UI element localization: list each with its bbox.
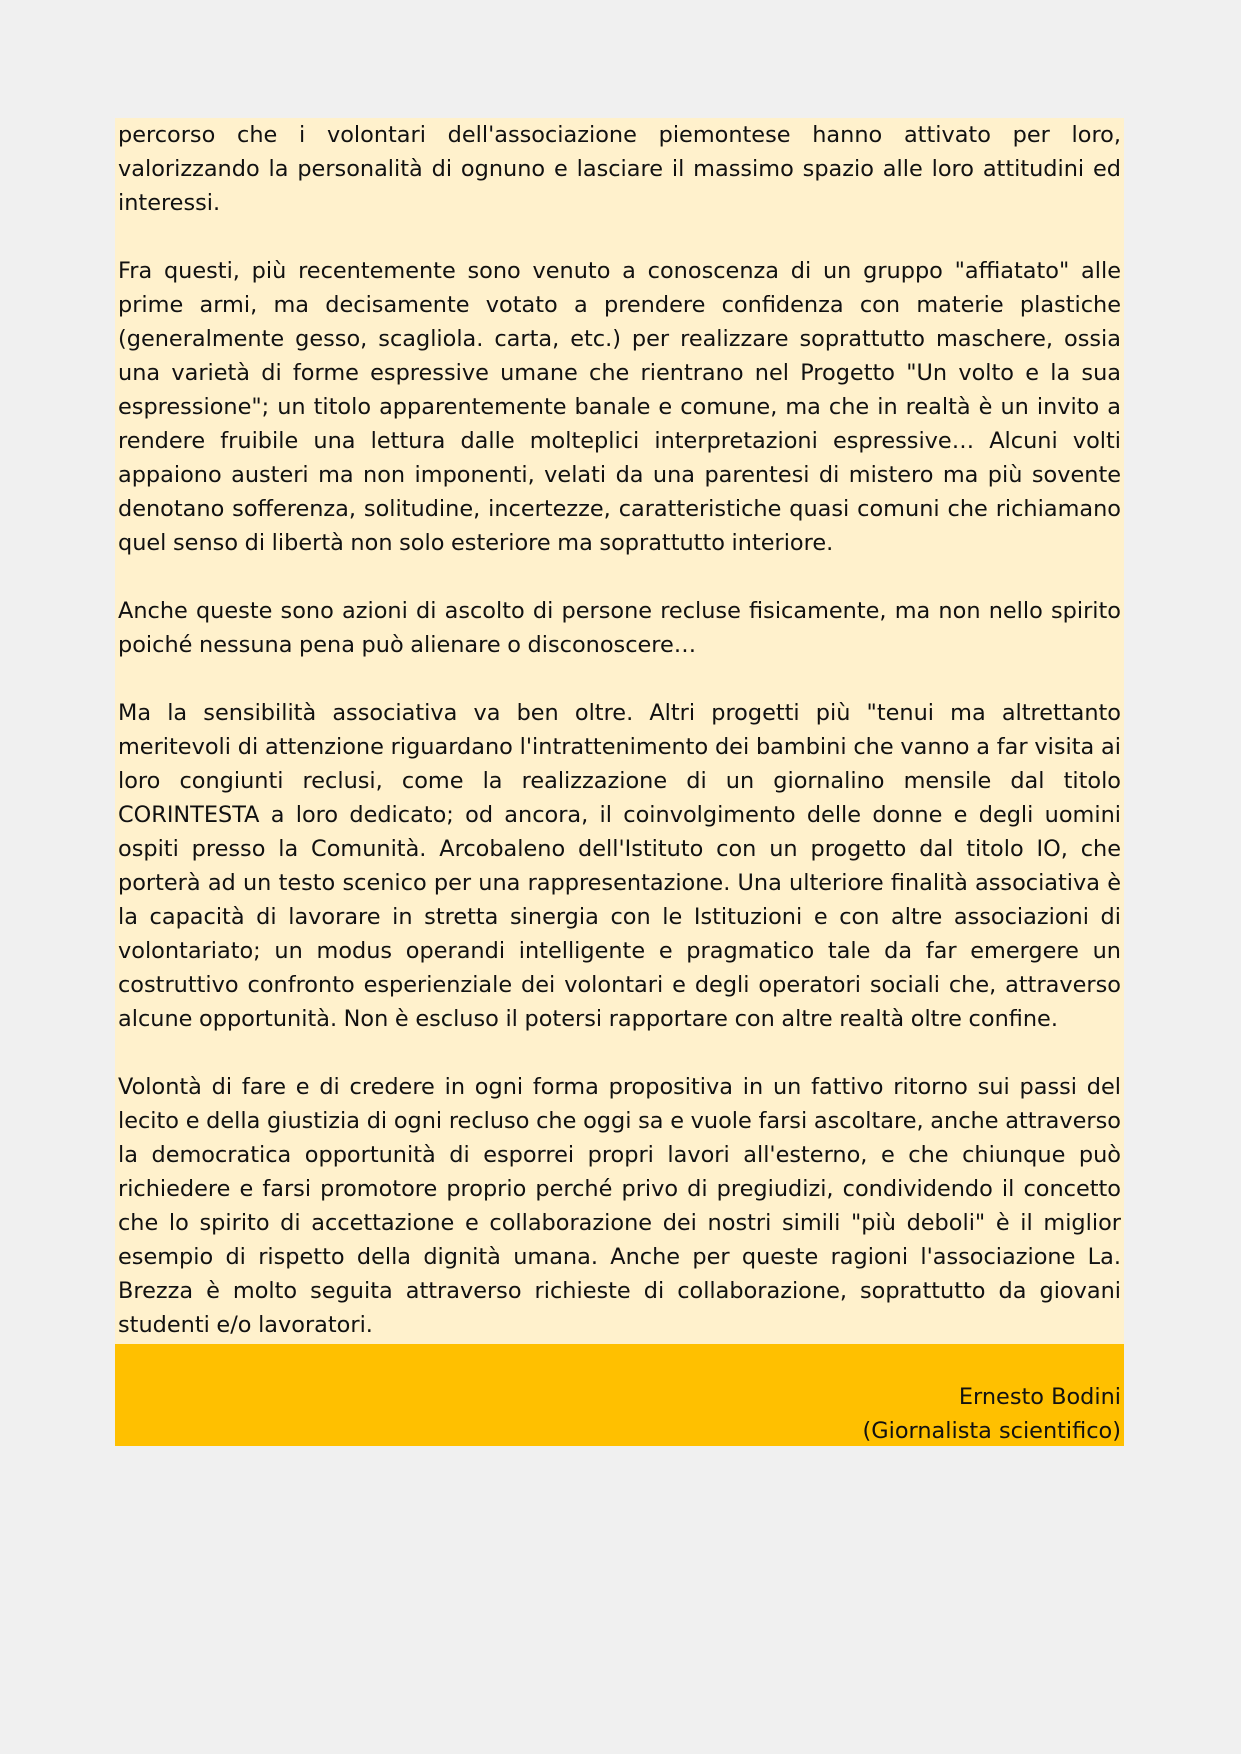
signature-box — [115, 1344, 1124, 1446]
paragraph-2: Fra questi, più recentemente sono venuto a conoscenza di un gruppo "affiatato" alle prime armi, ma decisamente votato a prendere confidenza con materie plastiche (generalmente gesso, scagliola. carta, etc.) per realizzare soprattutto maschere, ossia una varietà di forme espressive umane che rientrano nel Progetto "Un volto e la sua espressione"; un titolo apparentemente banale e comune, ma che in realtà è un invito a rendere fruibile una lettura dalle molteplici interpretazioni espressive… Alcuni volti appaiono austeri ma non imponenti, velati da una parentesi di mistero ma più sovente denotano sofferenza, solitudine, incertezze, caratteristiche quasi comuni che richiamano quel senso di libertà non solo esteriore ma soprattutto interiore. — [118, 258, 1121, 556]
article-body — [115, 118, 1124, 1344]
author-name: Ernesto Bodini — [958, 1384, 1121, 1410]
paragraph-4: Ma la sensibilità associativa va ben oltre. Altri progetti più "tenui ma altrettanto meritevoli di attenzione riguardano l'intrattenimento dei bambini che vanno a far visita ai loro congiunti reclusi, come la realizzazione di un giornalino mensile dal titolo CORINTESTA a loro dedicato; od ancora, il coinvolgimento delle donne e degli uomini ospiti presso la Comunità. Arcobaleno dell'Istituto con un progetto dal titolo IO, che porterà ad un testo scenico per una rappresentazione. Una ulteriore finalità associativa è la capacità di lavorare in stretta sinergia con le Istituzioni e con altre associazioni di volontariato; un modus operandi intelligente e pragmatico tale da far emergere un costruttivo confronto esperienziale dei volontari e degli operatori sociali che, attraverso alcune opportunità. Non è escluso il potersi rapportare con altre realtà oltre confine. — [118, 700, 1121, 1032]
paragraph-1: percorso che i volontari dell'associazione piemontese hanno attivato per loro, valorizzando la personalità di ognuno e lasciare il massimo spazio alle loro attitudini ed interessi. — [118, 122, 1121, 216]
paragraph-3: Anche queste sono azioni di ascolto di persone recluse fisicamente, ma non nello spirito poiché nessuna pena può alienare o disconoscere… — [118, 598, 1121, 658]
paragraph-5: Volontà di fare e di credere in ogni forma propositiva in un fattivo ritorno sui passi del lecito e della giustizia di ogni recluso che oggi sa e vuole farsi ascoltare, anche attraverso la democratica opportunità di esporrei propri lavori all'esterno, e che chiunque può richiedere e farsi promotore proprio perché privo di pregiudizi, condividendo il concetto che lo spirito di accettazione e collaborazione dei nostri simili "più deboli" è il miglior esempio di rispetto della dignità umana. Anche per queste ragioni l'associazione La. Brezza è molto seguita attraverso richieste di collaborazione, soprattutto da giovani studenti e/o lavoratori. — [118, 1074, 1121, 1338]
author-role: (Giornalista scientifico) — [862, 1418, 1121, 1444]
